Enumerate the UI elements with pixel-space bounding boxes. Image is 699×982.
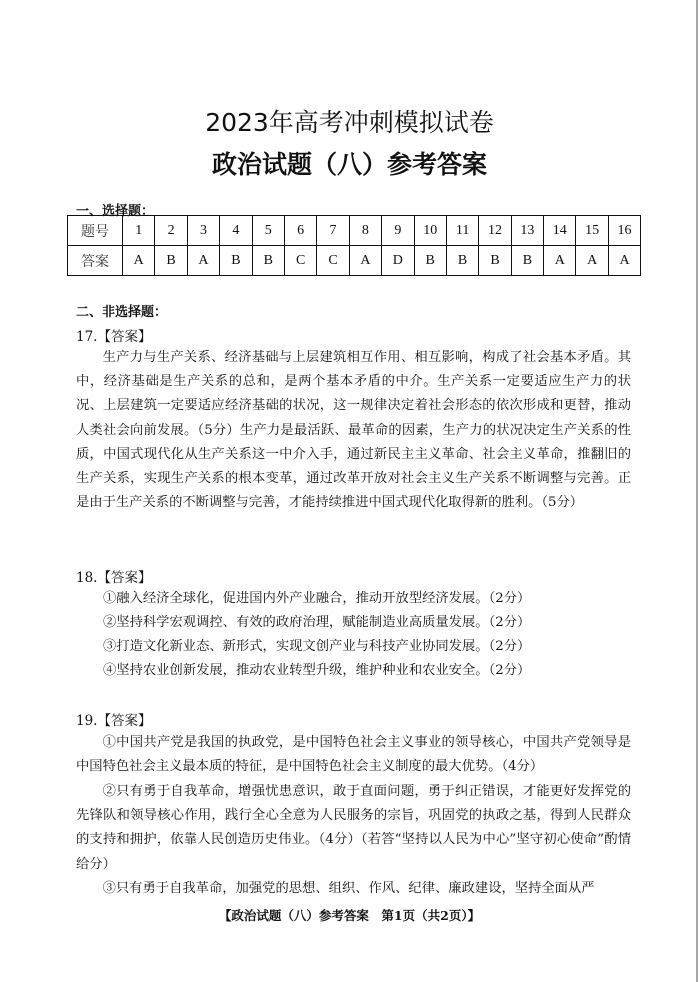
q18-label: 18.【答案】 — [76, 570, 152, 586]
question-number-cell: 13 — [511, 216, 543, 246]
answer-cell: A — [608, 246, 640, 276]
q18-item: ②坚持科学宏观调控、有效的政府治理，赋能制造业高质量发展。（2分） — [103, 615, 531, 630]
answer-cell: A — [123, 246, 155, 276]
question-number-cell: 6 — [284, 216, 316, 246]
row-header-answer: 答案 — [68, 246, 123, 276]
question-number-cell: 7 — [317, 216, 349, 246]
q17-label: 17.【答案】 — [76, 329, 152, 345]
question-number-cell: 5 — [252, 216, 284, 246]
answer-table — [67, 215, 641, 276]
answer-cell: A — [349, 246, 381, 276]
answer-cell: B — [479, 246, 511, 276]
question-number-cell: 3 — [187, 216, 219, 246]
answer-cell: D — [382, 246, 414, 276]
question-number-cell: 10 — [414, 216, 446, 246]
section-open-questions-heading: 二、非选择题： — [76, 305, 168, 320]
answer-cell: A — [187, 246, 219, 276]
page-footer: 【政治试题（八）参考答案 第1页（共2页）】 — [218, 908, 481, 923]
question-number-cell: 14 — [544, 216, 576, 246]
question-number-cell: 12 — [479, 216, 511, 246]
q19-paragraph: ②只有勇于自我革命，增强忧患意识，敢于直面问题，勇于纠正错误，才能更好发挥党的先锋队和领导核心作用，践行全心全意为人民服务的宗旨，巩固党的执政之基，得到人民群众的支持和拥护，依靠人民创造历史伟业。（4分）（若答“坚持以人民为中心”坚守初心使命”酌情给分） — [76, 784, 631, 872]
answer-key-subtitle: 政治试题（八）参考答案 — [211, 150, 487, 179]
answer-cell: A — [576, 246, 608, 276]
answer-cell: B — [155, 246, 187, 276]
answer-cell: B — [414, 246, 446, 276]
q19-paragraph: ③只有勇于自我革命，加强党的思想、组织、作风、纪律、廉政建设，坚持全面从严 — [102, 881, 595, 896]
question-number-cell: 2 — [155, 216, 187, 246]
question-number-cell: 9 — [382, 216, 414, 246]
answer-cell: C — [284, 246, 316, 276]
question-number-row — [68, 216, 641, 246]
question-number-cell: 8 — [349, 216, 381, 246]
question-number-cell: 16 — [608, 216, 640, 246]
question-number-cell: 1 — [123, 216, 155, 246]
q18-item: ①融入经济全球化，促进国内外产业融合，推动开放型经济发展。（2分） — [103, 591, 531, 606]
row-header-number: 题号 — [68, 216, 123, 246]
section-multiple-choice-heading: 一、选择题： — [76, 204, 155, 219]
question-number-cell: 4 — [220, 216, 252, 246]
q19-paragraph: ①中国共产党是我国的执政党，是中国特色社会主义事业的领导核心，中国共产党领导是中国特色社会主义最本质的特征，是中国特色社会主义制度的最大优势。（4分） — [76, 735, 631, 775]
answer-cell: B — [446, 246, 478, 276]
answer-row — [68, 246, 641, 276]
answer-cell: C — [317, 246, 349, 276]
q17-answer-paragraph: 生产力与生产关系、经济基础与上层建筑相互作用、相互影响，构成了社会基本矛盾。其中，经济基础是生产关系的总和，是两个基本矛盾的中介。生产关系一定要适应生产力的状况、上层建筑一定要适应经济基础的状况，这一规律决定着社会形态的依次形成和更替，推动人类社会向前发展。（5分）生产力是最活跃、最革命的因素，生产力的状况决定生产关系的性质，中国式现代化从生产关系这一中介入手，通过新民主主义革命、社会主义革命，推翻旧的生产关系，实现生产关系的根本变革，通过改革开放对社会主义生产关系不断调整与完善。正是由于生产关系的不断调整与完善，才能持续推进中国式现代化取得新的胜利。（5分） — [76, 350, 631, 511]
q18-item: ④坚持农业创新发展，推动农业转型升级，维护种业和农业安全。（2分） — [103, 663, 531, 678]
q19-label: 19.【答案】 — [76, 713, 152, 729]
answer-cell: B — [252, 246, 284, 276]
exam-title: 2023年高考冲刺模拟试卷 — [205, 108, 494, 137]
q18-item: ③打造文化新业态、新形式，实现文创产业与科技产业协同发展。（2分） — [103, 639, 531, 654]
question-number-cell: 11 — [446, 216, 478, 246]
question-number-cell: 15 — [576, 216, 608, 246]
answer-cell: B — [220, 246, 252, 276]
answer-cell: A — [544, 246, 576, 276]
answer-cell: B — [511, 246, 543, 276]
